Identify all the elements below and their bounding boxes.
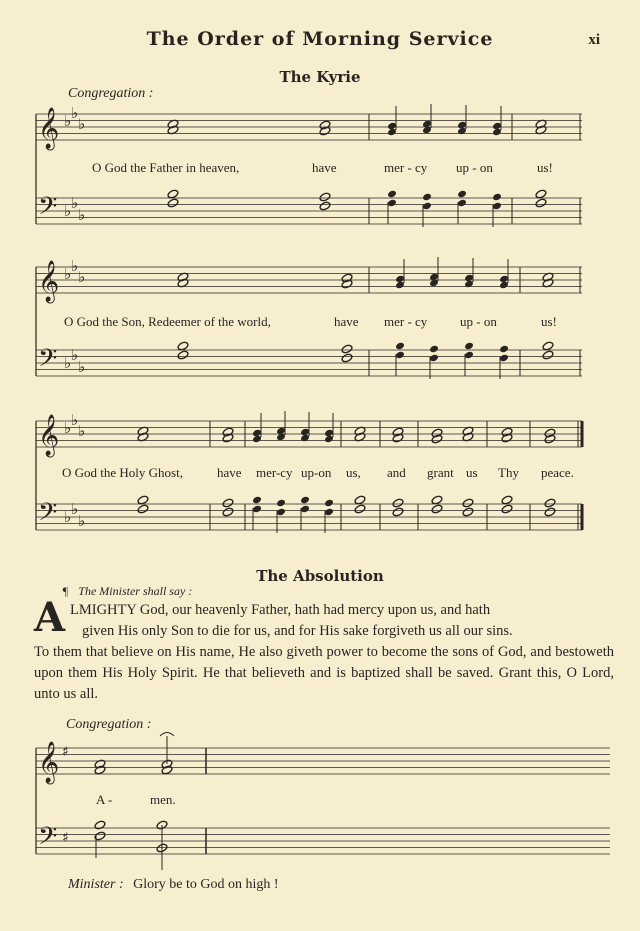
key-flat-icon: ♭ bbox=[64, 112, 72, 130]
key-flat-icon: ♭ bbox=[71, 500, 79, 518]
bass-note bbox=[276, 499, 286, 508]
key-flat-icon: ♭ bbox=[71, 411, 79, 429]
treble-clef-icon: 𝄞 bbox=[38, 415, 60, 456]
amen-lyric-a: A - bbox=[96, 792, 113, 807]
key-flat-icon: ♭ bbox=[78, 268, 86, 286]
bass-note bbox=[392, 507, 404, 517]
lyric-line3-d: up-on bbox=[301, 465, 332, 480]
key-flat-icon: ♭ bbox=[64, 202, 72, 220]
bass-note bbox=[542, 350, 554, 360]
absolution-heading: The Absolution bbox=[256, 567, 384, 585]
bass-note bbox=[387, 190, 397, 199]
rubric bbox=[62, 582, 192, 600]
absolution-text bbox=[34, 594, 614, 704]
key-flat-icon: ♭ bbox=[64, 354, 72, 372]
lyric-line3-g: grant bbox=[427, 465, 454, 480]
footer-text: Glory be to God on high ! bbox=[133, 877, 279, 892]
bass-clef-icon: 𝄢 bbox=[38, 498, 58, 533]
kyrie-congregation-label: Congregation : bbox=[68, 86, 154, 101]
bass-note bbox=[252, 496, 262, 505]
key-flat-icon: ♭ bbox=[71, 194, 79, 212]
bass-note bbox=[429, 345, 439, 354]
bass-clef-icon: 𝄢 bbox=[38, 344, 58, 379]
amen-bass-clef-icon: 𝄢 bbox=[38, 822, 58, 857]
key-flat-icon: ♭ bbox=[78, 422, 86, 440]
treble-clef-icon: 𝄞 bbox=[38, 108, 60, 149]
key-flat-icon: ♭ bbox=[78, 115, 86, 133]
fermata-icon bbox=[160, 733, 174, 737]
bass-note bbox=[137, 504, 149, 514]
lyric-line2-a: O God the Son, Redeemer of the world, bbox=[64, 314, 271, 329]
key-flat-icon: ♭ bbox=[71, 257, 79, 275]
bass-note bbox=[341, 353, 353, 363]
bass-note bbox=[319, 192, 331, 202]
lyric-line1-c: mer - cy bbox=[384, 160, 428, 175]
footer-speaker: Minister : bbox=[68, 877, 124, 892]
bass-note bbox=[177, 350, 189, 360]
kyrie-heading: The Kyrie bbox=[279, 68, 361, 86]
bass-note bbox=[222, 498, 234, 508]
lyric-line1-d: up - on bbox=[456, 160, 493, 175]
amen-lyric-b: men. bbox=[150, 792, 176, 807]
lyric-line1-b: have bbox=[312, 160, 337, 175]
bass-note bbox=[341, 344, 353, 354]
lyric-line3-f: and bbox=[387, 465, 406, 480]
bass-note bbox=[300, 496, 310, 505]
lyric-line3-i: Thy bbox=[498, 465, 519, 480]
lyric-line2-c: mer - cy bbox=[384, 314, 428, 329]
bass-note bbox=[544, 498, 556, 508]
drop-cap: A bbox=[34, 594, 66, 641]
bass-note bbox=[324, 499, 334, 508]
rubric-mark: ¶ bbox=[62, 584, 69, 598]
absolution-rest: To them that believe on His name, He also giveth power to become the sons of God, and bestoweth upon them His Holy Spirit. He that believeth and is baptized shall be saved. Grant this, O Lord, unto us all. bbox=[34, 644, 614, 702]
key-flat-icon: ♭ bbox=[78, 206, 86, 224]
bass-note bbox=[499, 345, 509, 354]
bass-note bbox=[167, 189, 179, 199]
bass-note bbox=[462, 507, 474, 517]
bass-note bbox=[535, 198, 547, 208]
bass-note bbox=[422, 193, 432, 202]
bass-note bbox=[395, 342, 405, 351]
bass-note bbox=[354, 495, 366, 505]
absolution-line-1: LMIGHTY God, our heavenly Father, hath had mercy upon us, and hath bbox=[70, 602, 491, 618]
lyric-line1-a: O God the Father in heaven, bbox=[92, 160, 240, 175]
amen-treble-clef-icon: 𝄞 bbox=[38, 742, 60, 783]
lyric-line2-d: up - on bbox=[460, 314, 497, 329]
bass-note bbox=[319, 201, 331, 211]
key-flat-icon: ♭ bbox=[71, 346, 79, 364]
footer-line bbox=[68, 877, 279, 893]
bass-note bbox=[222, 507, 234, 517]
lyric-line3-j: peace. bbox=[541, 465, 574, 480]
lyric-line3-a: O God the Holy Ghost, bbox=[62, 465, 183, 480]
bass-note bbox=[167, 198, 179, 208]
lyric-line3-e: us, bbox=[346, 465, 361, 480]
bass-note bbox=[501, 504, 513, 514]
bass-clef-icon: 𝄢 bbox=[38, 192, 58, 227]
key-flat-icon: ♭ bbox=[71, 104, 79, 122]
bass-note bbox=[462, 498, 474, 508]
amen-bass-note bbox=[94, 820, 106, 830]
rubric-text: The Minister shall say : bbox=[78, 584, 193, 598]
amen-sharp-icon: ♯ bbox=[62, 830, 69, 846]
lyric-line2-e: us! bbox=[541, 314, 557, 329]
running-title: The Order of Morning Service bbox=[146, 28, 494, 50]
key-flat-icon: ♭ bbox=[64, 265, 72, 283]
lyric-line3-h: us bbox=[466, 465, 478, 480]
key-flat-icon: ♭ bbox=[78, 512, 86, 530]
bass-note bbox=[137, 495, 149, 505]
lyric-line3-b: have bbox=[217, 465, 242, 480]
lyric-line2-b: have bbox=[334, 314, 359, 329]
key-flat-icon: ♭ bbox=[64, 508, 72, 526]
bass-note bbox=[542, 341, 554, 351]
key-flat-icon: ♭ bbox=[78, 358, 86, 376]
bass-note bbox=[544, 507, 556, 517]
key-flat-icon: ♭ bbox=[64, 419, 72, 437]
bass-note bbox=[464, 342, 474, 351]
page-number: xi bbox=[588, 32, 600, 48]
bass-note bbox=[501, 495, 513, 505]
bass-note bbox=[431, 495, 443, 505]
amen-congregation-label: Congregation : bbox=[66, 717, 152, 732]
bass-note bbox=[492, 193, 502, 202]
bass-note bbox=[457, 190, 467, 199]
bass-note bbox=[535, 189, 547, 199]
lyric-line1-e: us! bbox=[537, 160, 553, 175]
absolution-line-2: given His only Son to die for us, and for His sake forgiveth us all our sins. bbox=[82, 623, 513, 639]
treble-clef-icon: 𝄞 bbox=[38, 261, 60, 302]
bass-note bbox=[431, 504, 443, 514]
amen-sharp-icon: ♯ bbox=[62, 744, 69, 760]
bass-note bbox=[392, 498, 404, 508]
bass-note bbox=[354, 504, 366, 514]
lyric-line3-c: mer-cy bbox=[256, 465, 293, 480]
bass-note bbox=[177, 341, 189, 351]
